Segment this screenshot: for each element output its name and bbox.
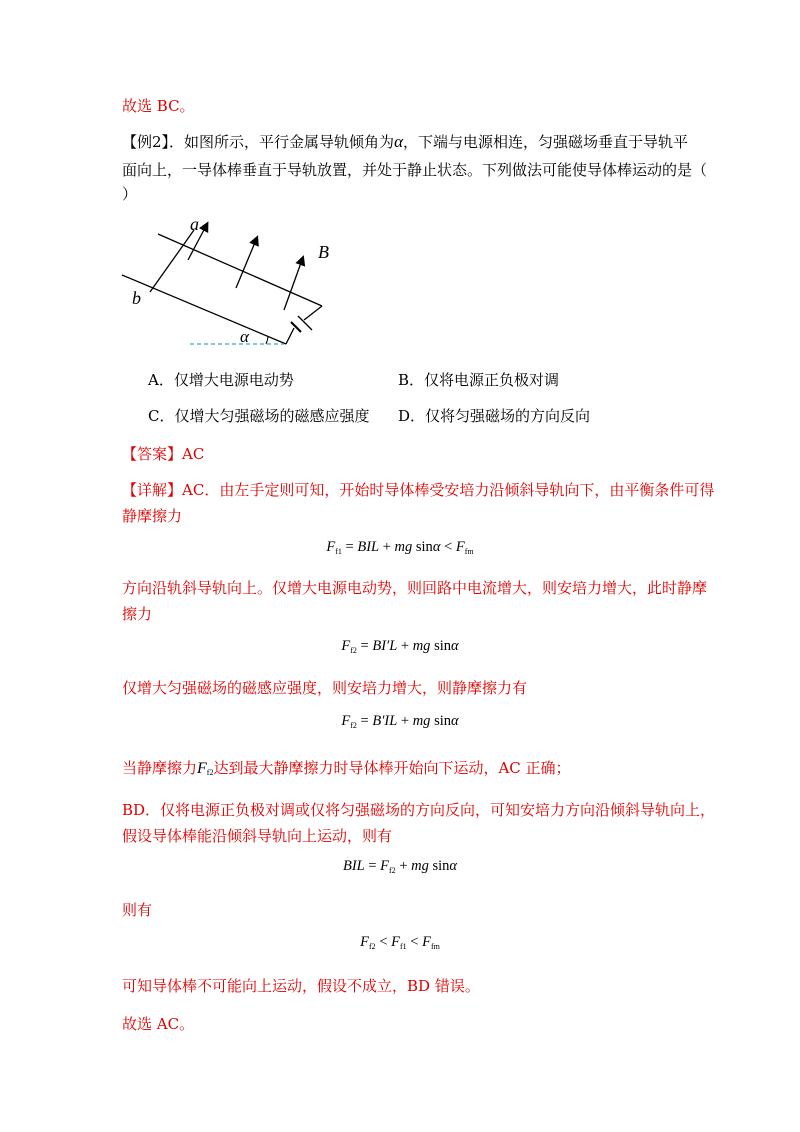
label-b: b [132,288,141,308]
question-line-1 [122,132,688,152]
equation-1: $F_{f1}$ = BIL + mg $\sin\alpha < F_{fm}$ [326,539,474,556]
detail-line-1: 【详解】AC．由左手定则可知，开始时导体棒受安培力沿倾斜导轨向下，由平衡条件可得 [122,481,715,499]
bottom-rail [122,275,286,344]
equation-4: BIL = $F_{f2}$ + mg sinα [342,858,458,875]
option-d: D．仅将匀强磁场的方向反向 [398,407,591,425]
inline-ff2: $F_{f2}$ [197,760,214,777]
detail-label: 【详解】 [122,481,183,499]
option-b: B．仅将电源正负极对调 [398,371,560,389]
battery-plate-long [298,316,312,330]
detail-line-9: 则有 [122,901,153,919]
example-label: 【例2】 [122,133,170,151]
conductor-rod [150,230,194,292]
detail-line-7: BD．仅将电源正负极对调或仅将匀强磁场的方向反向，可知安培力方向沿倾斜导轨向上， [122,801,716,819]
detail-line-5: 仅增大匀强磁场的磁感应强度，则安培力增大，则静摩擦力有 [122,679,528,697]
equation-3: $F_{f2} = B'IL$ + mg sinα [341,713,459,730]
question-text-1: ．如图所示，平行金属导轨倾角为 [169,133,395,151]
field-arrow [236,240,256,288]
detail-line-3: 方向沿轨斜导轨向上。仅增大电源电动势，则回路中电流增大，则安培力增大，此时静摩 [122,579,708,597]
final-conclusion: 故选 AC。 [122,1015,195,1033]
question-line-2: 面向上，一导体棒垂直于导轨放置，并处于静止状态。下列做法可能使导体棒运动的是（ [122,161,708,179]
option-c: C．仅增大匀强磁场的磁感应强度 [148,407,370,425]
battery-wire-top [304,306,322,320]
field-arrow [284,260,302,310]
top-rail [158,234,322,306]
incline-rail-diagram [118,212,348,352]
label-B: B [318,242,329,262]
equation-2: $F_{f2} = BI'L$ + mg sinα [341,638,459,655]
detail-line-4: 擦力 [122,605,153,623]
detail-line-2: 静摩擦力 [122,507,183,525]
label-alpha: α [240,327,249,346]
answer-value: AC [182,445,205,463]
alpha-symbol: α [394,132,403,151]
option-a: A．仅增大电源电动势 [148,371,294,389]
angle-arc [266,336,268,344]
detail-line-6: 当静摩擦力$F_{f2}$达到最大静摩擦力时导体棒开始向下运动，AC 正确； [122,759,571,777]
question-line-3: ） [122,185,138,203]
previous-conclusion: 故选 BC。 [122,97,195,115]
detail-line-10: 可知导体棒不可能向上运动，假设不成立，BD 错误。 [122,977,480,995]
equation-5: $F_{f2} < F_{f1} < F_{fm}$ [360,934,440,951]
detail-line-8: 假设导体棒能沿倾斜导轨向上运动，则有 [122,827,393,845]
question-text-1b: ，下端与电源相连，匀强磁场垂直于导轨平 [403,133,689,151]
battery-wire-bottom [286,328,294,344]
answer-line [122,444,204,464]
label-a: a [190,214,199,234]
answer-label: 【答案】 [122,445,183,463]
